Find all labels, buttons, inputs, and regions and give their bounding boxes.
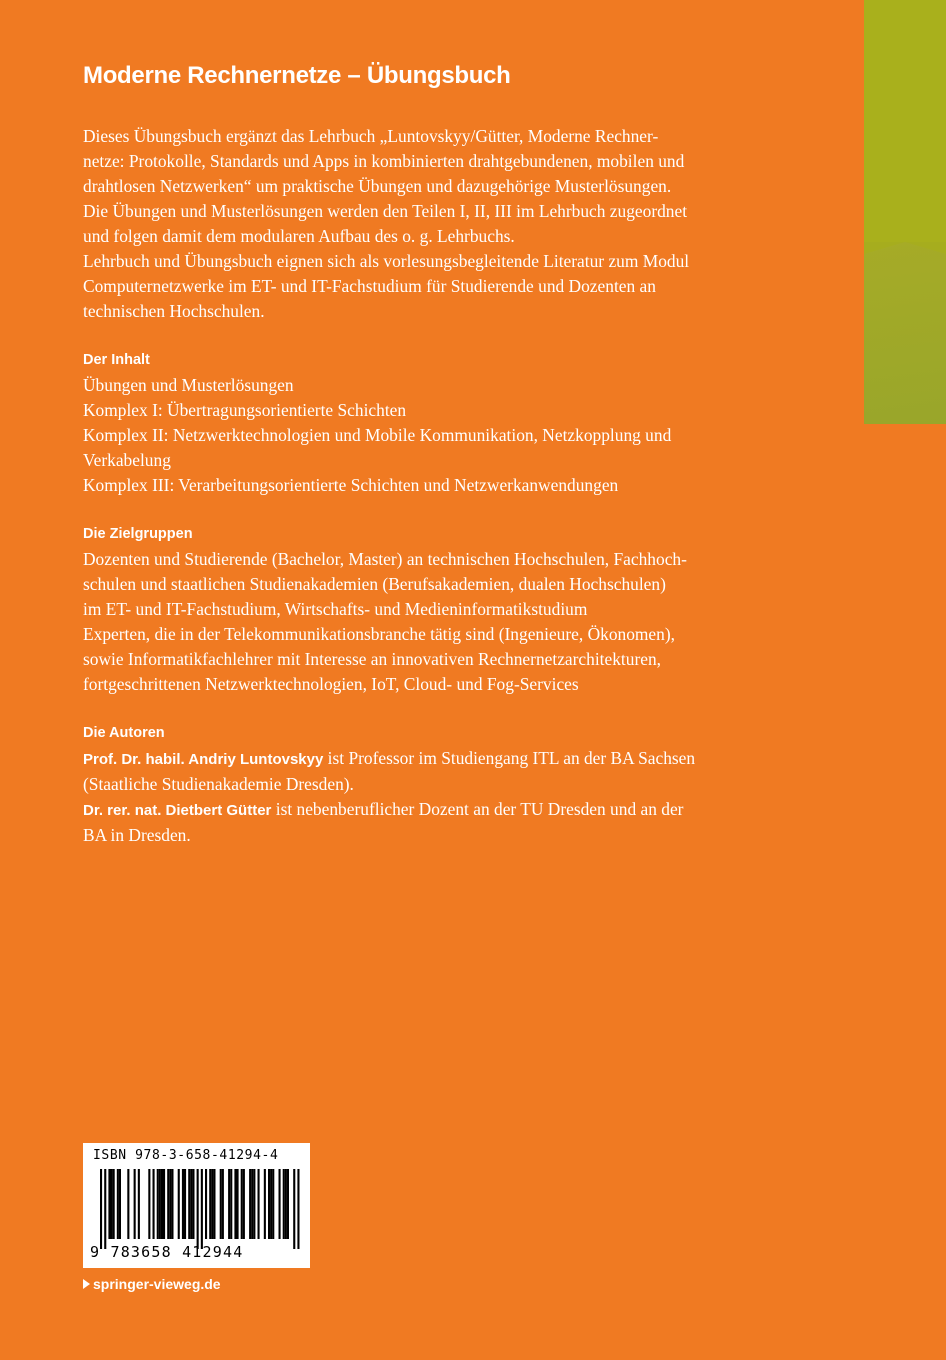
section-heading: Der Inhalt (83, 352, 150, 368)
section-line: sowie Informatikfachlehrer mit Interesse an innovativen Rechnernetzarchitekturen, (83, 649, 661, 669)
barcode-bar (163, 1169, 165, 1239)
author-1-line-2: (Staatliche Studienakademie Dresden). (83, 774, 354, 794)
barcode-bar (258, 1169, 260, 1239)
barcode-bar (169, 1169, 171, 1239)
barcode-bar (264, 1169, 266, 1239)
back-cover-content (83, 62, 773, 848)
section-heading: Die Zielgruppen (83, 526, 193, 542)
barcode-bar (270, 1169, 272, 1239)
section-line: schulen und staatlichen Studienakademien (Berufsakademien, dualen Hochschulen) (83, 574, 666, 594)
barcode-bar (159, 1169, 161, 1239)
section-line: Komplex I: Übertragungsorientierte Schichten (83, 400, 407, 420)
barcode-bar (251, 1169, 253, 1239)
barcode-bar (161, 1169, 163, 1239)
barcode-bar (119, 1169, 121, 1239)
arrow-right-icon (83, 1279, 90, 1289)
barcode-bar (230, 1169, 232, 1239)
barcode-bar (253, 1169, 255, 1239)
section-line: Verkabelung (83, 450, 171, 470)
section-zielgruppen (83, 522, 773, 697)
section-line: fortgeschrittenen Netzwerktechnologien, IoT, Cloud- und Fog-Services (83, 674, 579, 694)
author-1-name: Prof. Dr. habil. Andriy Luntovskyy (83, 751, 324, 768)
barcode-bar (111, 1169, 113, 1239)
intro-text (83, 124, 773, 324)
isbn-number: ISBN 978-3-658-41294-4 (93, 1148, 279, 1163)
barcode-bar (287, 1169, 289, 1239)
barcode-bar (182, 1169, 184, 1239)
barcode-bar (268, 1169, 270, 1239)
barcode-bar (178, 1169, 180, 1239)
author-2-name: Dr. rer. nat. Dietbert Gütter (83, 802, 272, 819)
barcode-bar (283, 1169, 285, 1239)
section-inhalt (83, 348, 773, 498)
barcode-bar (148, 1169, 150, 1239)
barcode-bar (192, 1169, 194, 1239)
barcode-bar (153, 1169, 155, 1239)
intro-line: technischen Hochschulen. (83, 301, 265, 321)
barcode-bar (220, 1169, 222, 1239)
barcode-bar (190, 1169, 192, 1239)
barcode-bar (243, 1169, 245, 1239)
section-heading: Die Autoren (83, 725, 165, 741)
barcode-bar (157, 1169, 159, 1239)
author-2-text: ist nebenberuflicher Dozent an der TU Dresden und an der (271, 799, 684, 819)
barcode-bar (272, 1169, 274, 1239)
barcode-bar (184, 1169, 186, 1239)
section-line: Dozenten und Studierende (Bachelor, Master) an technischen Hochschulen, Fachhoch- (83, 549, 687, 569)
section-line: im ET- und IT-Fachstudium, Wirtschafts- und Medieninformatikstudium (83, 599, 588, 619)
intro-line: drahtlosen Netzwerken“ um praktische Übungen und dazugehörige Musterlösungen. (83, 176, 672, 196)
barcode-bar (297, 1169, 299, 1249)
barcode-bar (293, 1169, 295, 1249)
barcode-bar (279, 1169, 281, 1239)
publisher-link[interactable] (83, 1276, 221, 1292)
barcode-bar (117, 1169, 119, 1239)
section-line: Komplex III: Verarbeitungsorientierte Schichten und Netzwerkanwendungen (83, 475, 619, 495)
author-2-line-2: BA in Dresden. (83, 825, 191, 845)
intro-line: Dieses Übungsbuch ergänzt das Lehrbuch „Luntovskyy/Gütter, Moderne Rechner- (83, 126, 659, 146)
spine-color-band (864, 0, 946, 424)
barcode-bar (213, 1169, 215, 1239)
barcode-bar (100, 1169, 102, 1249)
isbn-barcode (83, 1143, 310, 1268)
barcode-bar (104, 1169, 106, 1249)
section-line: Übungen und Musterlösungen (83, 375, 294, 395)
section-line: Experten, die in der Telekommunikationsbranche tätig sind (Ingenieure, Ökonomen), (83, 624, 675, 644)
barcode-bar (197, 1169, 199, 1249)
author-1-text: ist Professor im Studiengang ITL an der BA Sachsen (323, 748, 696, 768)
author-2-line (83, 797, 773, 823)
ean-number: 9 783658 412944 (90, 1243, 244, 1261)
barcode-bar (228, 1169, 230, 1239)
barcode-bar (209, 1169, 211, 1239)
barcode-bar (201, 1169, 203, 1249)
barcode-bar (211, 1169, 213, 1239)
barcode-bar (134, 1169, 136, 1239)
barcode-bar (237, 1169, 239, 1239)
intro-line: und folgen damit dem modularen Aufbau des o. g. Lehrbuchs. (83, 226, 515, 246)
barcode-bar (249, 1169, 251, 1239)
intro-line: Die Übungen und Musterlösungen werden den Teilen I, II, III im Lehrbuch zugeordnet (83, 201, 688, 221)
intro-line: netze: Protokolle, Standards und Apps in kombinierten drahtgebundenen, mobilen und (83, 151, 685, 171)
barcode-bar (108, 1169, 110, 1239)
barcode-bar (285, 1169, 287, 1239)
barcode-bar (241, 1169, 243, 1239)
author-1-line (83, 746, 773, 772)
barcode-bar (113, 1169, 115, 1239)
section-autoren (83, 721, 773, 848)
barcode-bar (234, 1169, 236, 1239)
barcode-bar (188, 1169, 190, 1239)
barcode-bar (167, 1169, 169, 1239)
publisher-url: springer-vieweg.de (93, 1276, 221, 1292)
book-title: Moderne Rechnernetze – Übungsbuch (83, 62, 511, 89)
barcode-bar (138, 1169, 140, 1239)
section-line: Komplex II: Netzwerktechnologien und Mobile Kommunikation, Netzkopplung und (83, 425, 672, 445)
barcode-bar (127, 1169, 129, 1239)
barcode-bar (171, 1169, 173, 1239)
intro-line: Lehrbuch und Übungsbuch eignen sich als vorlesungsbegleitende Literatur zum Modul (83, 251, 690, 271)
intro-line: Computernetzwerke im ET- und IT-Fachstudium für Studierende und Dozenten an (83, 276, 656, 296)
barcode-bar (205, 1169, 207, 1239)
barcode-bar (222, 1169, 224, 1239)
